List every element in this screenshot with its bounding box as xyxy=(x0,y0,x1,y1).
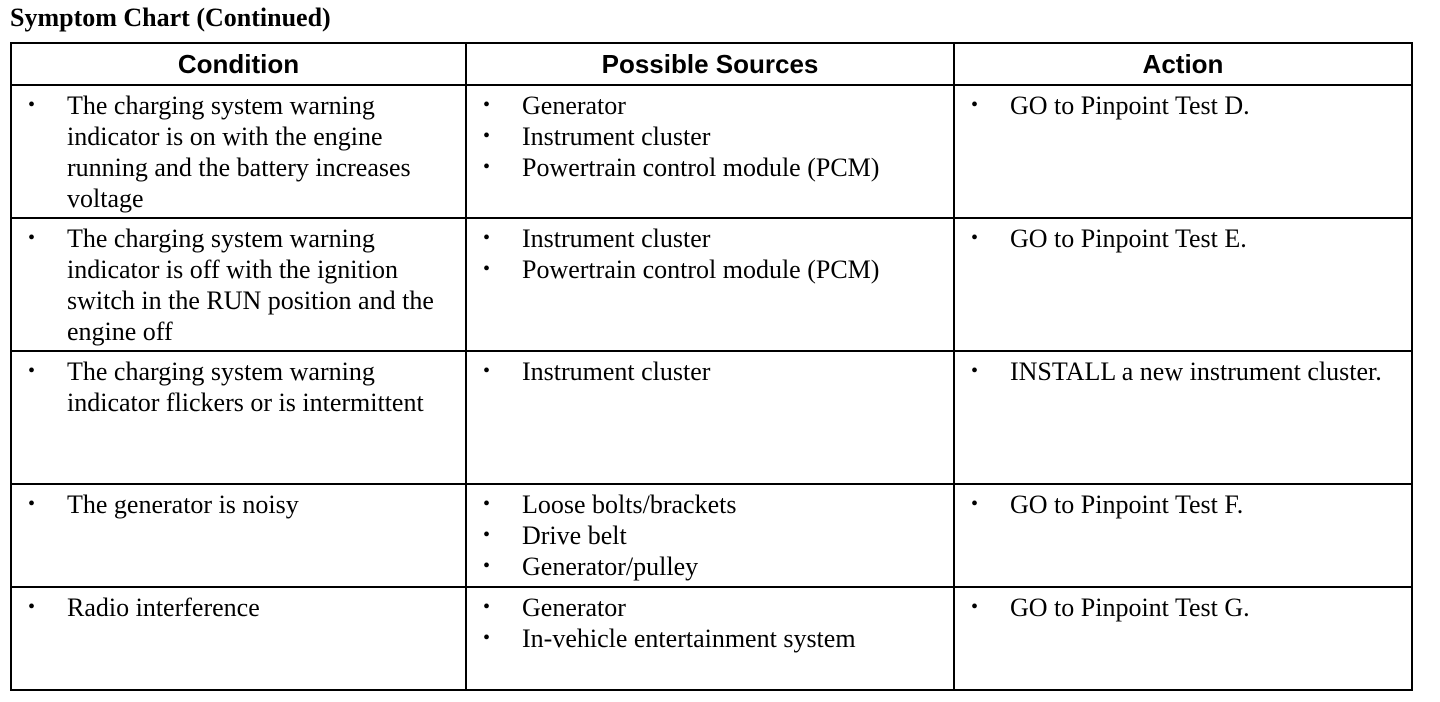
source-item: • Generator/pulley xyxy=(467,551,953,582)
action-item: • GO to Pinpoint Test E. xyxy=(955,223,1411,254)
condition-item: • The charging system warning indicator is off with the ignition switch in the RUN position and the engine off xyxy=(12,223,465,347)
action-cell xyxy=(954,351,1412,484)
table-row xyxy=(11,484,1412,587)
action-cell xyxy=(954,587,1412,690)
condition-item: • The charging system warning indicator flickers or is intermittent xyxy=(12,356,465,418)
action-item: • GO to Pinpoint Test G. xyxy=(955,592,1411,623)
action-cell xyxy=(954,85,1412,218)
action-item: • GO to Pinpoint Test D. xyxy=(955,90,1411,121)
sources-cell xyxy=(466,218,954,351)
header-action: Action xyxy=(954,43,1412,85)
source-item: • In-vehicle entertainment system xyxy=(467,623,953,654)
action-item: • INSTALL a new instrument cluster. xyxy=(955,356,1411,387)
table-row xyxy=(11,218,1412,351)
action-cell xyxy=(954,484,1412,587)
action-item: • GO to Pinpoint Test F. xyxy=(955,489,1411,520)
sources-cell xyxy=(466,351,954,484)
source-item: • Generator xyxy=(467,592,953,623)
source-item: • Powertrain control module (PCM) xyxy=(467,152,953,183)
sources-cell xyxy=(466,85,954,218)
condition-item: • Radio interference xyxy=(12,592,465,623)
symptom-chart-table xyxy=(10,42,1413,691)
condition-cell xyxy=(11,218,466,351)
source-item: • Generator xyxy=(467,90,953,121)
source-item: • Drive belt xyxy=(467,520,953,551)
action-cell xyxy=(954,218,1412,351)
table-row xyxy=(11,351,1412,484)
table-row xyxy=(11,587,1412,690)
header-condition: Condition xyxy=(11,43,466,85)
condition-item: • The charging system warning indicator is on with the engine running and the battery increases voltage xyxy=(12,90,465,214)
condition-cell xyxy=(11,587,466,690)
sources-cell xyxy=(466,587,954,690)
source-item: • Loose bolts/brackets xyxy=(467,489,953,520)
source-item: • Instrument cluster xyxy=(467,223,953,254)
document-title: Symptom Chart (Continued) xyxy=(10,3,331,32)
condition-item: • The generator is noisy xyxy=(12,489,465,520)
source-item: • Powertrain control module (PCM) xyxy=(467,254,953,285)
table-header-row xyxy=(11,43,1412,85)
sources-cell xyxy=(466,484,954,587)
source-item: • Instrument cluster xyxy=(467,121,953,152)
condition-cell xyxy=(11,484,466,587)
table-row xyxy=(11,85,1412,218)
condition-cell xyxy=(11,351,466,484)
header-possible-sources: Possible Sources xyxy=(466,43,954,85)
source-item: • Instrument cluster xyxy=(467,356,953,387)
condition-cell xyxy=(11,85,466,218)
